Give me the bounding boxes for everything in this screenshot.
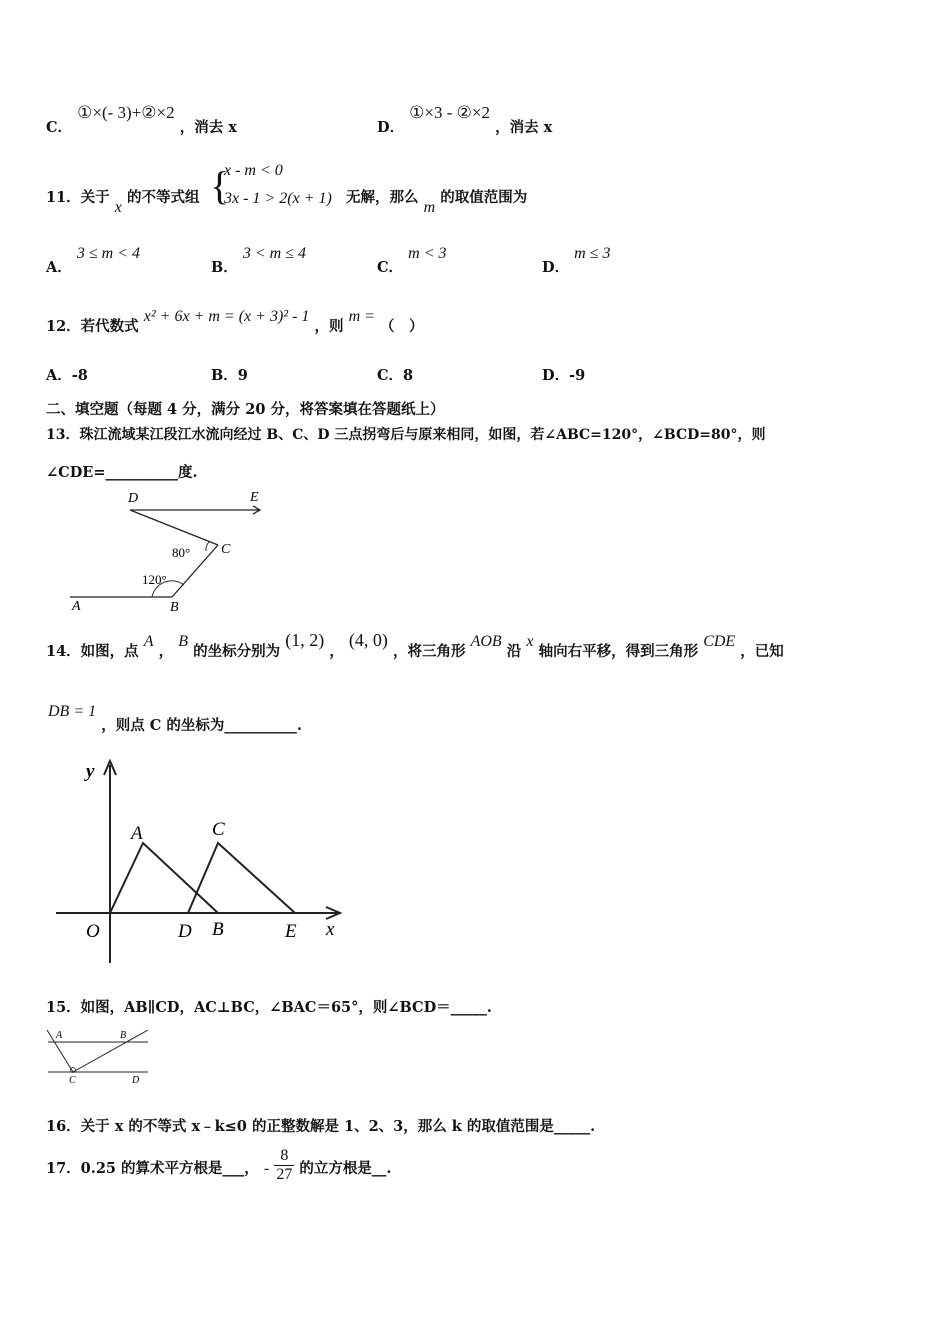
q11-system-line2: 3x - 1 > 2(x + 1) xyxy=(224,190,332,207)
q13-angle-label-80: 80° xyxy=(172,545,191,560)
q17-fraction xyxy=(274,1147,294,1184)
q14-label-c: C xyxy=(212,819,225,840)
q11-stem-tail xyxy=(346,186,528,216)
q11-option-b xyxy=(211,242,306,276)
q10-option-d xyxy=(377,103,553,136)
q12-mid: ，则 xyxy=(314,318,344,335)
q13-stem: 13．珠江流域某江段江水流向经过 B、C、D 三点拐弯后与原来相同，如图，若∠ABC=120°，∠BCD=80°，则 xyxy=(46,427,766,443)
q14-label-e: E xyxy=(285,921,297,942)
q17-frac-num: 8 xyxy=(274,1147,294,1166)
q11-option-label: A． xyxy=(46,259,72,276)
q15-line-bc xyxy=(73,1030,148,1072)
q13-label-e: E xyxy=(250,490,259,505)
q14-label-a: A xyxy=(131,823,143,844)
q13-label-a: A xyxy=(72,599,81,614)
q11-system-brace: { xyxy=(210,163,230,208)
q14-label-d: D xyxy=(178,921,192,942)
q14-suffix: ，已知 xyxy=(740,643,784,660)
q14-triangle-cde-shape xyxy=(188,843,295,913)
q13-figure xyxy=(60,485,280,617)
q13-line-dc xyxy=(130,510,218,545)
q10-option-c-expr: ①×(- 3)+②×2 xyxy=(77,103,175,122)
q13-arc-bcd xyxy=(206,541,210,551)
q10-option-c xyxy=(46,103,237,136)
q14-mid2: ，将三角形 xyxy=(393,643,466,660)
q14-coord-b: (4, 0) xyxy=(348,630,388,650)
q14-triangle-aob-shape xyxy=(110,843,218,913)
q14-axis-x: x xyxy=(526,633,534,650)
q13-label-c: C xyxy=(221,542,231,557)
q11-option-label: B． xyxy=(211,259,238,276)
q11-suffix: 的取值范围为 xyxy=(440,189,528,206)
q11-option-a xyxy=(46,242,140,276)
q15-label-c: C xyxy=(69,1075,76,1086)
q12-option-a xyxy=(46,364,88,385)
q13-line2 xyxy=(46,461,198,482)
q14-triangle-aob: AOB xyxy=(470,633,502,650)
q12-option-label: A． xyxy=(46,367,72,384)
q13-angle-label-120: 120° xyxy=(142,572,167,587)
q14-triangle-cde: CDE xyxy=(703,633,736,650)
q12-option-value: -9 xyxy=(569,367,586,384)
q15-label-b: B xyxy=(120,1030,127,1041)
q17-prefix: 17．0.25 的算术平方根是___， xyxy=(46,1160,259,1177)
q13-label-b: B xyxy=(170,600,179,615)
q10-option-d-label: D． xyxy=(377,119,405,136)
q14-prefix: 14．如图，点 xyxy=(46,643,139,660)
q13-suffix: 度. xyxy=(177,464,198,481)
q14-sep1: ， xyxy=(158,643,174,660)
q14-sep2: ， xyxy=(329,643,344,660)
q11-stem xyxy=(46,186,200,216)
q10-option-c-label: C． xyxy=(46,119,73,136)
q12-option-value: -8 xyxy=(71,367,88,384)
q13-blank: __________ xyxy=(105,464,178,481)
q10-option-d-expr: ①×3 - ②×2 xyxy=(409,103,490,122)
q10-option-d-tail: ，消去 x xyxy=(495,119,553,136)
q14-label-o: O xyxy=(86,921,100,942)
q14-label-y: y xyxy=(86,761,95,782)
q11-var-x: x xyxy=(114,199,122,216)
q13-angle-cde: ∠CDE= xyxy=(46,464,106,481)
q12-prefix: 12．若代数式 xyxy=(46,318,139,335)
q11-option-expr: m ≤ 3 xyxy=(574,245,611,262)
q14-line2 xyxy=(48,700,302,734)
q14-blank: __________ xyxy=(224,717,297,734)
q11-option-d xyxy=(542,242,611,276)
q12-option-label: B． xyxy=(211,367,238,384)
q12-expr: x² + 6x + m = (x + 3)² - 1 xyxy=(143,308,310,325)
q12-option-d xyxy=(542,364,585,385)
q12-option-label: D． xyxy=(542,367,570,384)
q12-option-b xyxy=(211,364,248,385)
q14-label-b: B xyxy=(212,919,224,940)
q11-prefix: 11．关于 xyxy=(46,189,110,206)
q12-option-value: 9 xyxy=(237,367,248,384)
q17-frac-den: 27 xyxy=(276,1166,293,1183)
q14-mid1: 的坐标分别为 xyxy=(193,643,281,660)
q17-minus: - xyxy=(263,1160,270,1177)
q14-figure xyxy=(48,755,358,970)
q12-suffix: （ ） xyxy=(380,318,424,335)
q12-expr2: m = xyxy=(348,308,375,325)
q11-option-label: C． xyxy=(377,259,404,276)
q14-db-expr: DB = 1 xyxy=(48,703,97,720)
q12-option-value: 8 xyxy=(403,367,414,384)
q12-stem xyxy=(46,305,424,335)
q14-mid4: 轴向右平移，得到三角形 xyxy=(538,643,699,660)
q14-line2-end: . xyxy=(296,717,302,734)
q11-option-expr: 3 ≤ m < 4 xyxy=(76,245,140,262)
q10-option-c-tail: ，消去 x xyxy=(179,119,237,136)
q17-suffix: 的立方根是__. xyxy=(299,1160,392,1177)
q14-point-a: A xyxy=(143,633,154,650)
q14-label-x: x xyxy=(326,919,335,940)
q12-option-label: C． xyxy=(377,367,404,384)
q15-stem: 15．如图，AB∥CD，AC⊥BC，∠BAC＝65°，则∠BCD＝_____. xyxy=(46,999,492,1016)
q14-line2-text: ，则点 C 的坐标为 xyxy=(101,717,225,734)
q11-mid: 的不等式组 xyxy=(126,189,200,206)
section-heading: 二、填空题（每题 4 分，满分 20 分，将答案填在答题纸上） xyxy=(46,401,445,418)
q11-system-line1: x - m < 0 xyxy=(224,162,283,179)
q15-label-a: A xyxy=(56,1030,63,1041)
q15-figure xyxy=(44,1024,156,1086)
q11-option-expr: 3 < m ≤ 4 xyxy=(242,245,306,262)
q16-stem: 16．关于 x 的不等式 x﹣k≤0 的正整数解是 1、2、3，那么 k 的取值范围是_____. xyxy=(46,1118,596,1135)
q11-var-m: m xyxy=(423,199,436,216)
q17-stem xyxy=(46,1147,392,1187)
q11-option-label: D． xyxy=(542,259,570,276)
q11-option-c xyxy=(377,242,447,276)
q11-after-sys: 无解，那么 xyxy=(346,189,419,206)
q14-point-b: B xyxy=(178,633,189,650)
q13-label-d: D xyxy=(128,491,139,506)
q14-coord-a: (1, 2) xyxy=(285,630,325,650)
q11-option-expr: m < 3 xyxy=(408,245,447,262)
q14-mid3: 沿 xyxy=(506,643,522,660)
q14-stem xyxy=(46,630,784,660)
q15-label-d: D xyxy=(132,1075,140,1086)
q12-option-c xyxy=(377,364,413,385)
